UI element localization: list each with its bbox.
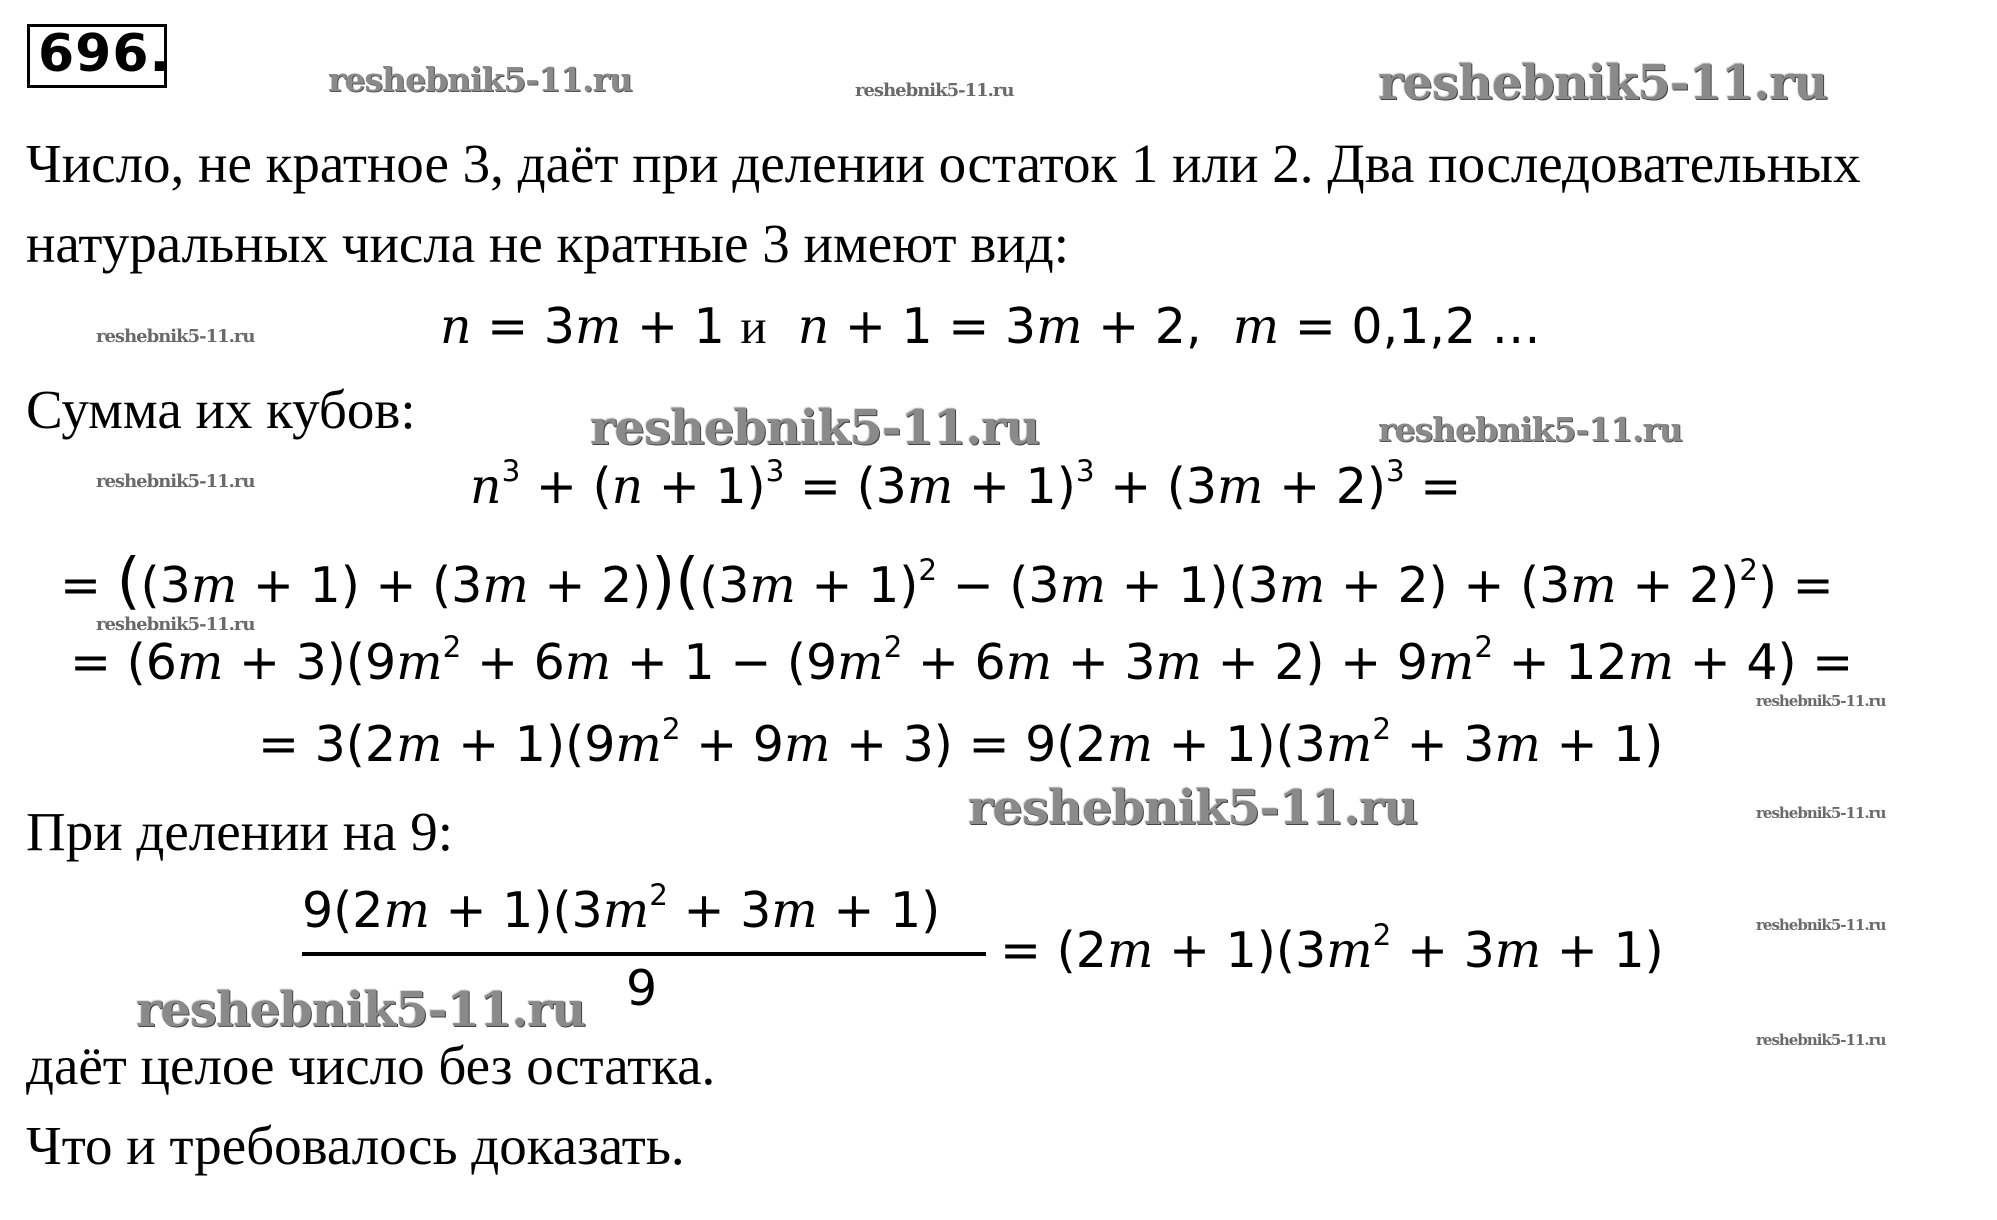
watermark: reshebnik5-11.ru	[968, 780, 1418, 836]
fraction-bar	[302, 952, 986, 956]
equation-4: = $(6m + 3)(9m^2 + 6m + 1 - (9m^2 + 6m + 3m + 2) + 9m^2 + 12m + 4)$ =	[70, 629, 1854, 691]
conclusion-line: Что и требовалось доказать.	[26, 1115, 685, 1176]
equation-2: $n^3 + (n + 1)^3 = (3m + 1)^3 + (3m + 2)^3$ =	[470, 453, 1462, 515]
equation-3: = $((3m + 1) + (3m + 2))((3m + 1)^2 - (3m + 1)(3m + 2) + (3m + 2)^2)$ =	[60, 546, 1834, 617]
watermark: reshebnik5-11.ru	[136, 982, 586, 1038]
watermark: reshebnik5-11.ru	[1756, 692, 1886, 710]
intro-line-1: Число, не кратное 3, даёт при делении остаток 1 или 2. Два последовательных	[26, 133, 1861, 194]
fraction-denominator: 9	[626, 960, 658, 1017]
watermark: reshebnik5-11.ru	[1378, 410, 1682, 449]
watermark: reshebnik5-11.ru	[96, 471, 255, 492]
fraction-result: = $(2m + 1)(3m^2 + 3m + 1)$	[1000, 917, 1664, 979]
result-line: даёт целое число без остатка.	[26, 1035, 716, 1096]
watermark: reshebnik5-11.ru	[1378, 55, 1828, 111]
watermark: reshebnik5-11.ru	[328, 60, 632, 99]
problem-number: 696.	[38, 24, 171, 84]
watermark: reshebnik5-11.ru	[96, 326, 255, 347]
equation-5: = $3(2m + 1)(9m^2 + 9m + 3) = 9(2m + 1)(3m^2 + 3m + 1)$	[258, 711, 1664, 773]
problem-number-box	[27, 24, 171, 88]
fraction-numerator: $9(2m + 1)(3m^2 + 3m + 1)$	[302, 877, 941, 939]
equation-1: n = 3m + 1 и n + 1 = 3m + 2, m = 0,1,2 …	[440, 298, 1541, 355]
watermark: reshebnik5-11.ru	[1756, 1031, 1886, 1049]
division-heading: При делении на 9:	[26, 801, 454, 862]
watermark: reshebnik5-11.ru	[590, 400, 1040, 456]
watermark: reshebnik5-11.ru	[96, 614, 255, 635]
watermark: reshebnik5-11.ru	[855, 80, 1014, 101]
watermark: reshebnik5-11.ru	[1756, 804, 1886, 822]
sum-heading: Сумма их кубов:	[26, 379, 416, 440]
watermark: reshebnik5-11.ru	[1756, 916, 1886, 934]
intro-line-2: натуральных числа не кратные 3 имеют вид:	[26, 213, 1070, 274]
